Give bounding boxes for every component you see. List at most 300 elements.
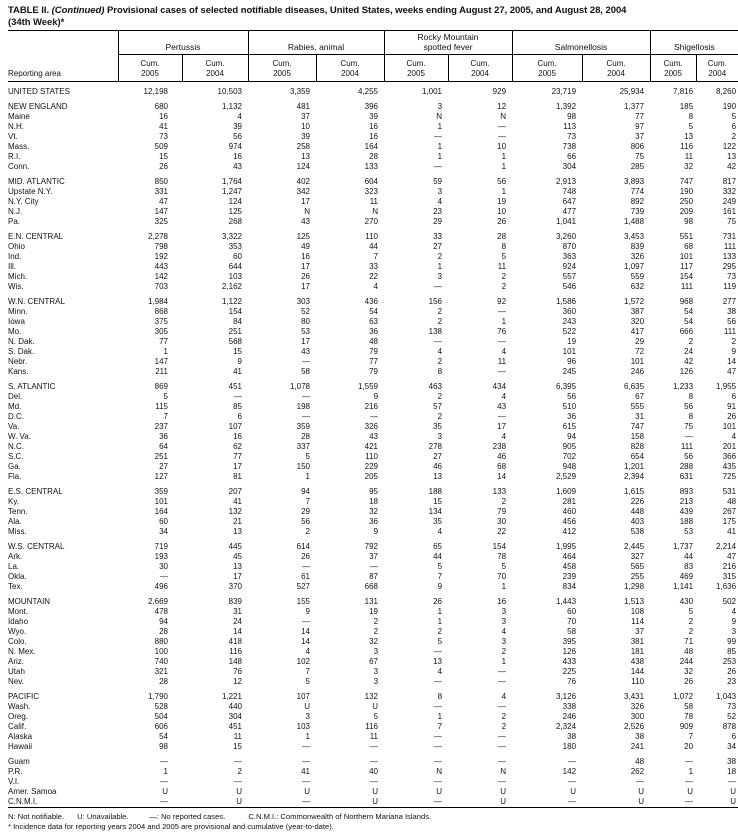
value-cell: — bbox=[302, 797, 310, 806]
value-cell: U bbox=[730, 797, 737, 806]
value-cell: 4 bbox=[437, 667, 443, 676]
table-row bbox=[8, 777, 738, 787]
value-cell: 43 bbox=[301, 347, 310, 356]
subcolumn-header-salmonellosis: Cum. 2005 bbox=[512, 55, 582, 82]
value-cell: 1 bbox=[305, 732, 310, 741]
value-cell: 1,559 bbox=[357, 382, 379, 391]
value-cell: 116 bbox=[680, 142, 694, 151]
value-cell: 412 bbox=[562, 527, 577, 536]
value-cell: 158 bbox=[630, 432, 645, 441]
value-cell: 2 bbox=[437, 357, 443, 366]
value-cell: — bbox=[498, 757, 507, 766]
reporting-area-cell: Ind. bbox=[8, 252, 22, 261]
value-cell: 11 bbox=[684, 152, 694, 161]
table-row bbox=[8, 572, 738, 582]
value-cell: 338 bbox=[562, 702, 577, 711]
value-cell: 110 bbox=[631, 677, 645, 686]
value-cell: 85 bbox=[233, 402, 242, 411]
value-cell: 133 bbox=[364, 162, 379, 171]
value-cell: 6 bbox=[237, 412, 242, 421]
value-cell: 909 bbox=[679, 722, 694, 731]
value-cell: — bbox=[302, 562, 310, 571]
value-cell: — bbox=[568, 777, 577, 786]
value-cell: 19 bbox=[369, 607, 379, 616]
value-cell: 381 bbox=[630, 637, 645, 646]
table-row bbox=[8, 187, 738, 197]
value-cell: 304 bbox=[562, 162, 577, 171]
value-cell: 1 bbox=[501, 162, 507, 171]
value-cell: 1,443 bbox=[556, 597, 577, 606]
value-cell: 436 bbox=[364, 297, 379, 306]
value-cell: 205 bbox=[364, 472, 379, 481]
value-cell: 213 bbox=[679, 497, 694, 506]
value-cell: 315 bbox=[722, 572, 737, 581]
value-cell: 193 bbox=[154, 552, 168, 561]
value-cell: 1 bbox=[501, 582, 507, 591]
value-cell: 73 bbox=[727, 702, 737, 711]
value-cell: 1,488 bbox=[624, 217, 645, 226]
value-cell: 37 bbox=[635, 132, 645, 141]
value-cell: 2 bbox=[731, 337, 737, 346]
table-row bbox=[8, 757, 738, 767]
column-group-rocky-mountain-spotted-fever: Rocky Mountain spotted fever bbox=[384, 31, 512, 55]
value-cell: 1,984 bbox=[147, 297, 168, 306]
value-cell: 201 bbox=[722, 442, 737, 451]
value-cell: 1,132 bbox=[221, 102, 242, 111]
value-cell: 101 bbox=[154, 497, 168, 506]
value-cell: 116 bbox=[229, 647, 242, 656]
value-cell: 229 bbox=[364, 462, 379, 471]
value-cell: 9 bbox=[237, 357, 242, 366]
value-cell: 13 bbox=[233, 527, 242, 536]
value-cell: 77 bbox=[159, 337, 168, 346]
reporting-area-cell: UNITED STATES bbox=[8, 87, 70, 96]
reporting-area-cell: Miss. bbox=[8, 527, 27, 536]
value-cell: 111 bbox=[723, 327, 737, 336]
value-cell: 451 bbox=[228, 722, 242, 731]
value-cell: 828 bbox=[630, 442, 645, 451]
value-cell: 101 bbox=[630, 357, 645, 366]
value-cell: 31 bbox=[635, 412, 645, 421]
reporting-area-cell: Amer. Samoa bbox=[8, 787, 57, 796]
reporting-area-cell: Ariz. bbox=[8, 657, 24, 666]
value-cell: 418 bbox=[228, 637, 242, 646]
reporting-area-cell: Conn. bbox=[8, 162, 30, 171]
value-cell: 72 bbox=[635, 347, 645, 356]
value-cell: 7 bbox=[688, 732, 694, 741]
value-cell: 28 bbox=[369, 152, 379, 161]
value-cell: 19 bbox=[567, 337, 577, 346]
value-cell: 48 bbox=[684, 647, 694, 656]
value-cell: 2 bbox=[373, 617, 379, 626]
value-cell: 1,122 bbox=[221, 297, 242, 306]
value-cell: — bbox=[498, 132, 507, 141]
value-cell: 565 bbox=[630, 562, 645, 571]
value-cell: 288 bbox=[679, 462, 694, 471]
value-cell: 13 bbox=[433, 657, 443, 666]
value-cell: 45 bbox=[233, 552, 242, 561]
value-cell: 192 bbox=[154, 252, 168, 261]
value-cell: — bbox=[302, 777, 310, 786]
value-cell: 702 bbox=[562, 452, 577, 461]
table-row bbox=[8, 462, 738, 472]
value-cell: 56 bbox=[497, 177, 507, 186]
value-cell: 28 bbox=[497, 232, 507, 241]
value-cell: 31 bbox=[233, 607, 242, 616]
value-cell: 27 bbox=[159, 462, 168, 471]
value-cell: 253 bbox=[722, 657, 737, 666]
value-cell: 32 bbox=[369, 637, 379, 646]
value-cell: 2 bbox=[437, 412, 443, 421]
table-row bbox=[8, 347, 738, 357]
value-cell: 5 bbox=[305, 452, 310, 461]
value-cell: 16 bbox=[233, 152, 242, 161]
table-row bbox=[8, 787, 738, 797]
value-cell: 834 bbox=[562, 582, 577, 591]
value-cell: 3,893 bbox=[624, 177, 645, 186]
value-cell: 3,359 bbox=[289, 87, 310, 96]
value-cell: 9 bbox=[437, 582, 443, 591]
value-cell: 87 bbox=[369, 572, 379, 581]
value-cell: 60 bbox=[233, 252, 242, 261]
value-cell: 190 bbox=[679, 187, 694, 196]
value-cell: — bbox=[568, 757, 577, 766]
value-cell: 36 bbox=[159, 432, 168, 441]
value-cell: 78 bbox=[684, 712, 694, 721]
reporting-area-cell: Ohio bbox=[8, 242, 25, 251]
value-cell: 164 bbox=[364, 142, 379, 151]
value-cell: 71 bbox=[684, 637, 694, 646]
value-cell: 2,394 bbox=[624, 472, 645, 481]
value-cell: 237 bbox=[154, 422, 168, 431]
continued-label: (Continued) bbox=[51, 5, 105, 16]
value-cell: 48 bbox=[635, 757, 645, 766]
value-cell: 94 bbox=[301, 487, 310, 496]
value-cell: 17 bbox=[233, 462, 242, 471]
reporting-area-cell: V.I. bbox=[8, 777, 20, 786]
value-cell: 2 bbox=[437, 307, 443, 316]
value-cell: 740 bbox=[154, 657, 168, 666]
value-cell: 76 bbox=[567, 677, 577, 686]
value-cell: 504 bbox=[154, 712, 168, 721]
value-cell: 180 bbox=[562, 742, 577, 751]
value-cell: 38 bbox=[727, 307, 737, 316]
value-cell: 8 bbox=[501, 242, 507, 251]
subcolumn-header-row bbox=[8, 55, 738, 82]
value-cell: 36 bbox=[369, 327, 379, 336]
value-cell: 75 bbox=[684, 422, 694, 431]
value-cell: 3 bbox=[305, 712, 310, 721]
table-row bbox=[8, 742, 738, 752]
value-cell: 748 bbox=[562, 187, 577, 196]
value-cell: 798 bbox=[154, 242, 168, 251]
table-title-line1 bbox=[8, 5, 738, 17]
value-cell: 327 bbox=[630, 552, 645, 561]
value-cell: 14 bbox=[497, 472, 507, 481]
value-cell: 16 bbox=[159, 112, 168, 121]
reporting-area-cell: W. Va. bbox=[8, 432, 31, 441]
value-cell: 35 bbox=[433, 517, 443, 526]
value-cell: 255 bbox=[630, 572, 645, 581]
value-cell: 396 bbox=[364, 102, 379, 111]
value-cell: 119 bbox=[723, 282, 737, 291]
value-cell: 48 bbox=[727, 497, 737, 506]
value-cell: 26 bbox=[433, 597, 443, 606]
value-cell: — bbox=[234, 777, 242, 786]
value-cell: 60 bbox=[159, 517, 168, 526]
value-cell: 19 bbox=[497, 197, 507, 206]
value-cell: U bbox=[236, 797, 242, 806]
table-row bbox=[8, 317, 738, 327]
reporting-area-cell: Fla. bbox=[8, 472, 22, 481]
value-cell: 80 bbox=[301, 317, 310, 326]
value-cell: 295 bbox=[722, 262, 737, 271]
reporting-area-cell: Pa. bbox=[8, 217, 21, 226]
value-cell: N bbox=[436, 767, 443, 776]
value-cell: 738 bbox=[562, 142, 577, 151]
table-row bbox=[8, 722, 738, 732]
value-cell: 23 bbox=[727, 677, 737, 686]
value-cell: 21 bbox=[233, 517, 242, 526]
value-cell: 6 bbox=[731, 122, 737, 131]
value-cell: 4 bbox=[731, 607, 737, 616]
value-cell: 375 bbox=[154, 317, 168, 326]
reporting-area-cell: Alaska bbox=[8, 732, 33, 741]
value-cell: 2 bbox=[237, 767, 242, 776]
value-cell: 3 bbox=[437, 272, 443, 281]
table-row bbox=[8, 472, 738, 482]
value-cell: 15 bbox=[433, 497, 443, 506]
value-cell: 1,737 bbox=[673, 542, 694, 551]
value-cell: U bbox=[730, 787, 737, 796]
value-cell: 11 bbox=[369, 197, 379, 206]
value-cell: 249 bbox=[722, 197, 737, 206]
value-cell: 1,221 bbox=[221, 692, 242, 701]
reporting-area-cell: E.S. CENTRAL bbox=[8, 487, 63, 496]
value-cell: 98 bbox=[684, 217, 694, 226]
value-cell: 24 bbox=[684, 347, 694, 356]
value-cell: 23,719 bbox=[551, 87, 577, 96]
value-cell: 40 bbox=[369, 767, 379, 776]
value-cell: 527 bbox=[296, 582, 310, 591]
value-cell: 181 bbox=[630, 647, 645, 656]
value-cell: 46 bbox=[497, 452, 507, 461]
value-cell: 360 bbox=[562, 307, 577, 316]
value-cell: 33 bbox=[369, 262, 379, 271]
value-cell: 122 bbox=[722, 142, 737, 151]
value-cell: 39 bbox=[301, 132, 310, 141]
notifiable-diseases-table bbox=[8, 30, 738, 808]
value-cell: 58 bbox=[684, 702, 694, 711]
reporting-area-cell: Utah bbox=[8, 667, 25, 676]
reporting-area-cell: N. Mex. bbox=[8, 647, 36, 656]
value-cell: 16 bbox=[369, 132, 379, 141]
reporting-area-cell: C.N.M.I. bbox=[8, 797, 38, 806]
value-cell: 326 bbox=[364, 422, 379, 431]
value-cell: 60 bbox=[567, 607, 577, 616]
value-cell: 7 bbox=[373, 252, 379, 261]
value-cell: 477 bbox=[562, 207, 577, 216]
value-cell: 67 bbox=[369, 657, 379, 666]
reporting-area-cell: P.R. bbox=[8, 767, 23, 776]
reporting-area-cell: Calif. bbox=[8, 722, 27, 731]
value-cell: 70 bbox=[497, 572, 507, 581]
value-cell: — bbox=[160, 757, 168, 766]
value-cell: 337 bbox=[296, 442, 310, 451]
value-cell: 458 bbox=[562, 562, 577, 571]
value-cell: 161 bbox=[722, 207, 737, 216]
value-cell: 1,233 bbox=[673, 382, 694, 391]
value-cell: — bbox=[498, 742, 507, 751]
table-row bbox=[8, 122, 738, 132]
value-cell: 1,043 bbox=[716, 692, 737, 701]
value-cell: 13 bbox=[727, 152, 737, 161]
value-cell: 1,377 bbox=[624, 102, 645, 111]
value-cell: 53 bbox=[301, 327, 310, 336]
value-cell: 502 bbox=[722, 597, 737, 606]
table-row bbox=[8, 607, 738, 617]
value-cell: 1 bbox=[501, 152, 507, 161]
value-cell: 134 bbox=[428, 507, 443, 516]
value-cell: 496 bbox=[154, 582, 168, 591]
value-cell: 1 bbox=[688, 767, 694, 776]
table-row bbox=[8, 702, 738, 712]
reporting-area-cell: Ky. bbox=[8, 497, 19, 506]
value-cell: 49 bbox=[301, 242, 310, 251]
value-cell: 96 bbox=[567, 357, 577, 366]
subcolumn-header-shigellosis: Cum. 2005 bbox=[650, 55, 696, 82]
value-cell: 463 bbox=[428, 382, 443, 391]
value-cell: 29 bbox=[635, 337, 645, 346]
table-row bbox=[8, 657, 738, 667]
value-cell: — bbox=[234, 757, 242, 766]
value-cell: 154 bbox=[492, 542, 507, 551]
value-cell: 924 bbox=[562, 262, 577, 271]
value-cell: 5 bbox=[437, 637, 443, 646]
value-cell: 154 bbox=[679, 272, 694, 281]
value-cell: 11 bbox=[497, 357, 507, 366]
value-cell: 880 bbox=[154, 637, 168, 646]
value-cell: 1,586 bbox=[556, 297, 577, 306]
value-cell: 155 bbox=[296, 597, 310, 606]
table-row bbox=[8, 217, 738, 227]
value-cell: 188 bbox=[428, 487, 443, 496]
value-cell: 73 bbox=[567, 132, 577, 141]
reporting-area-cell: W.N. CENTRAL bbox=[8, 297, 65, 306]
table-row bbox=[8, 242, 738, 252]
legend-cnmi: C.N.M.I.: Commonwealth of Northern Mariana Islands. bbox=[248, 812, 432, 821]
value-cell: — bbox=[498, 307, 507, 316]
value-cell: 53 bbox=[684, 527, 694, 536]
value-cell: 54 bbox=[159, 732, 168, 741]
value-cell: 10 bbox=[497, 142, 507, 151]
value-cell: 101 bbox=[679, 252, 694, 261]
value-cell: 326 bbox=[630, 252, 645, 261]
value-cell: 538 bbox=[630, 527, 645, 536]
value-cell: 43 bbox=[369, 432, 379, 441]
value-cell: 1,072 bbox=[673, 692, 694, 701]
value-cell: 531 bbox=[722, 487, 737, 496]
reporting-area-cell: Wyo. bbox=[8, 627, 27, 636]
value-cell: 41 bbox=[233, 367, 242, 376]
value-cell: 469 bbox=[679, 572, 694, 581]
value-cell: U bbox=[687, 787, 694, 796]
value-cell: 632 bbox=[630, 282, 645, 291]
value-cell: 666 bbox=[679, 327, 694, 336]
value-cell: 430 bbox=[679, 597, 694, 606]
reporting-area-cell: Hawaii bbox=[8, 742, 33, 751]
value-cell: 604 bbox=[364, 177, 379, 186]
reporting-area-cell: N.H. bbox=[8, 122, 24, 131]
value-cell: 26 bbox=[684, 677, 694, 686]
value-cell: 3 bbox=[501, 607, 507, 616]
value-cell: 4 bbox=[437, 347, 443, 356]
value-cell: 28 bbox=[159, 627, 168, 636]
value-cell: — bbox=[434, 742, 443, 751]
value-cell: 8 bbox=[688, 392, 694, 401]
value-cell: 70 bbox=[567, 617, 577, 626]
value-cell: 4,255 bbox=[357, 87, 379, 96]
reporting-area-cell: PACIFIC bbox=[8, 692, 39, 701]
value-cell: 9 bbox=[305, 607, 310, 616]
value-cell: 91 bbox=[727, 402, 737, 411]
reporting-area-cell: Iowa bbox=[8, 317, 25, 326]
value-cell: U bbox=[304, 787, 310, 796]
value-cell: — bbox=[498, 777, 507, 786]
value-cell: 29 bbox=[433, 217, 443, 226]
value-cell: 3 bbox=[373, 677, 379, 686]
value-cell: 18 bbox=[727, 767, 737, 776]
value-cell: 2 bbox=[501, 712, 507, 721]
value-cell: 44 bbox=[433, 552, 443, 561]
value-cell: 75 bbox=[635, 152, 645, 161]
table-row bbox=[8, 487, 738, 497]
reporting-area-cell: Oreg. bbox=[8, 712, 29, 721]
value-cell: 528 bbox=[154, 702, 168, 711]
value-cell: 148 bbox=[228, 657, 242, 666]
value-cell: 1,513 bbox=[624, 597, 645, 606]
value-cell: 57 bbox=[433, 402, 443, 411]
value-cell: — bbox=[498, 732, 507, 741]
value-cell: 98 bbox=[159, 742, 168, 751]
value-cell: 117 bbox=[680, 262, 694, 271]
value-cell: 28 bbox=[159, 677, 168, 686]
value-cell: 241 bbox=[630, 742, 645, 751]
value-cell: 6 bbox=[731, 732, 737, 741]
table-row bbox=[8, 207, 738, 217]
reporting-area-cell: Colo. bbox=[8, 637, 27, 646]
value-cell: 85 bbox=[727, 647, 737, 656]
table-row bbox=[8, 162, 738, 172]
table-label: TABLE II. bbox=[8, 5, 50, 16]
value-cell: 138 bbox=[428, 327, 443, 336]
value-cell: 12 bbox=[233, 677, 242, 686]
value-cell: 1,764 bbox=[221, 177, 242, 186]
value-cell: 417 bbox=[630, 327, 645, 336]
value-cell: 124 bbox=[296, 162, 310, 171]
value-cell: 9 bbox=[373, 527, 379, 536]
value-cell: 1 bbox=[437, 122, 443, 131]
value-cell: 2,529 bbox=[556, 472, 577, 481]
table-row bbox=[8, 272, 738, 282]
table-row bbox=[8, 177, 738, 187]
value-cell: 325 bbox=[154, 217, 168, 226]
value-cell: 3,431 bbox=[624, 692, 645, 701]
value-cell: 551 bbox=[679, 232, 694, 241]
value-cell: 92 bbox=[497, 297, 507, 306]
table-row bbox=[8, 132, 738, 142]
value-cell: 25,934 bbox=[619, 87, 645, 96]
